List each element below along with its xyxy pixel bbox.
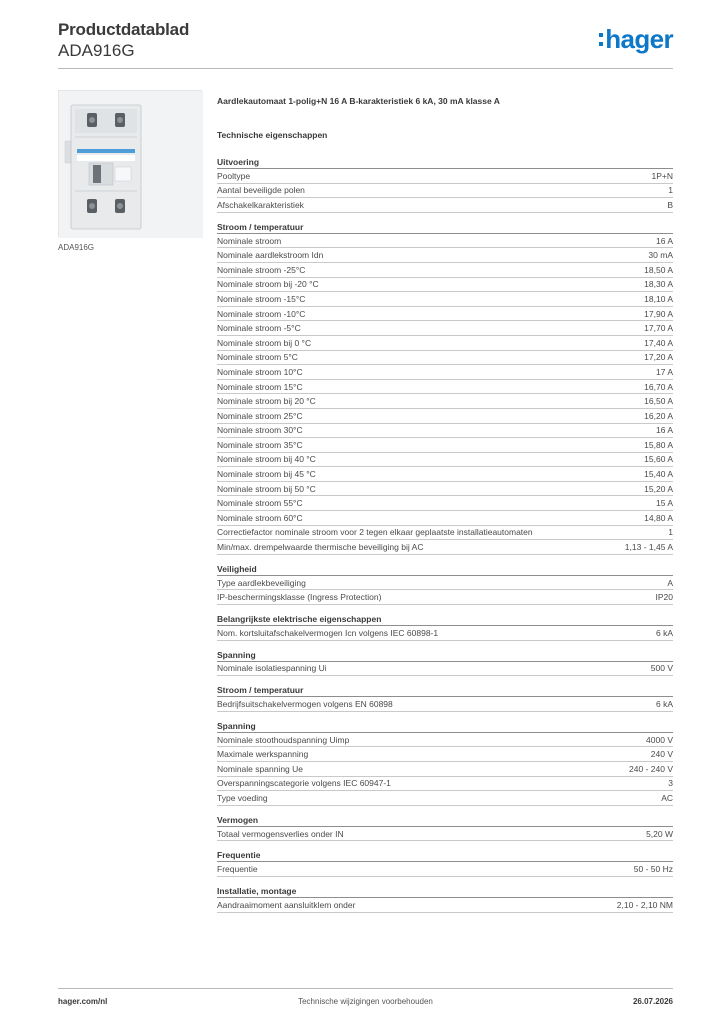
spec-section — [217, 563, 673, 605]
spec-row — [217, 380, 673, 395]
spec-row — [217, 365, 673, 380]
spec-row — [217, 540, 673, 555]
spec-label: Nominale stroom -5°C — [217, 323, 301, 334]
specification-sections — [217, 156, 673, 913]
logo-colon-icon — [599, 33, 603, 46]
spec-row — [217, 394, 673, 409]
spec-value: 4000 V — [646, 734, 673, 745]
spec-value: 2,10 - 2,10 NM — [616, 899, 673, 910]
spec-row — [217, 662, 673, 677]
spec-value: 240 - 240 V — [629, 763, 673, 774]
spec-label: Nominale stroom -10°C — [217, 308, 306, 319]
spec-row — [217, 351, 673, 366]
spec-label: Nominale stroom bij 40 °C — [217, 454, 316, 465]
spec-label: Nominale stroom bij 0 °C — [217, 337, 312, 348]
spec-label: Nominale stroom bij 45 °C — [217, 469, 316, 480]
hager-logo — [599, 24, 673, 55]
spec-row — [217, 438, 673, 453]
spec-label: Pooltype — [217, 170, 251, 181]
spec-label: Nominale stroom 30°C — [217, 425, 303, 436]
spec-row — [217, 511, 673, 526]
image-caption: ADA916G — [58, 243, 95, 252]
spec-section — [217, 649, 673, 677]
section-title: Spanning — [217, 649, 673, 662]
spec-label: Min/max. drempelwaarde thermische beveiliging bij AC — [217, 542, 424, 553]
spec-row — [217, 762, 673, 777]
product-details — [217, 96, 673, 921]
page-footer — [58, 997, 673, 1009]
spec-row — [217, 482, 673, 497]
spec-row — [217, 898, 673, 913]
section-title: Stroom / temperatuur — [217, 221, 673, 234]
spec-section — [217, 720, 673, 806]
spec-row — [217, 307, 673, 322]
section-title: Frequentie — [217, 849, 673, 862]
spec-row — [217, 424, 673, 439]
article-number: ADA916G — [58, 41, 135, 60]
section-title: Uitvoering — [217, 156, 673, 169]
spec-value: B — [667, 199, 673, 210]
spec-label: Nominale stroom -25°C — [217, 264, 306, 275]
section-title: Stroom / temperatuur — [217, 684, 673, 697]
spec-value: 1,13 - 1,45 A — [624, 542, 673, 553]
spec-row — [217, 409, 673, 424]
spec-value: 15,40 A — [644, 469, 673, 480]
product-description: Aardlekautomaat 1-polig+N 16 A B-karakteristiek 6 kA, 30 mA klasse A — [217, 96, 500, 106]
spec-label: Nom. kortsluitafschakelvermogen Icn volgens IEC 60898-1 — [217, 627, 439, 638]
spec-label: Nominale stroom bij 20 °C — [217, 396, 316, 407]
spec-value: 16,20 A — [644, 410, 673, 421]
spec-label: Nominale spanning Ue — [217, 763, 303, 774]
spec-section — [217, 613, 673, 641]
spec-row — [217, 827, 673, 842]
spec-label: Correctiefactor nominale stroom voor 2 tegen elkaar geplaatste installatieautomaten — [217, 527, 533, 538]
spec-section — [217, 885, 673, 913]
footer-website-link[interactable]: hager.com/nl — [58, 997, 108, 1006]
spec-row — [217, 263, 673, 278]
spec-row — [217, 321, 673, 336]
spec-row — [217, 198, 673, 213]
spec-label: Nominale stroom 15°C — [217, 381, 303, 392]
spec-section — [217, 156, 673, 213]
spec-value: 15 A — [655, 498, 673, 509]
spec-value: 16,50 A — [644, 396, 673, 407]
spec-value: 18,10 A — [644, 293, 673, 304]
spec-row — [217, 576, 673, 591]
spec-row — [217, 626, 673, 641]
spec-value: 14,80 A — [644, 512, 673, 523]
spec-label: Maximale werkspanning — [217, 749, 309, 760]
spec-label: Nominale stroom bij 50 °C — [217, 483, 316, 494]
spec-value: IP20 — [655, 592, 673, 603]
spec-row — [217, 697, 673, 712]
spec-value: 1P+N — [651, 170, 673, 181]
spec-row — [217, 747, 673, 762]
spec-label: Nominale aardlekstroom Idn — [217, 250, 324, 261]
spec-label: Nominale stroom 10°C — [217, 366, 303, 377]
spec-label: Afschakelkarakteristiek — [217, 199, 304, 210]
spec-value: 6 kA — [655, 627, 673, 638]
spec-row — [217, 590, 673, 605]
footer-date: 26.07.2026 — [632, 997, 673, 1006]
spec-value: 18,50 A — [644, 264, 673, 275]
spec-value: AC — [661, 792, 673, 803]
spec-value: 17,20 A — [644, 352, 673, 363]
section-title: Vermogen — [217, 814, 673, 827]
spec-label: Type voeding — [217, 792, 268, 803]
spec-label: Nominale stoothoudspanning Uimp — [217, 734, 350, 745]
section-title: Belangrijkste elektrische eigenschappen — [217, 613, 673, 626]
spec-row — [217, 248, 673, 263]
spec-row — [217, 336, 673, 351]
spec-label: Nominale stroom 60°C — [217, 512, 303, 523]
spec-row — [217, 292, 673, 307]
technical-properties-title: Technische eigenschappen — [217, 130, 328, 140]
spec-row — [217, 777, 673, 792]
page-title: Productdatablad — [58, 20, 190, 39]
spec-label: Aandraaimoment aansluitklem onder — [217, 899, 356, 910]
spec-label: Frequentie — [217, 864, 258, 875]
spec-label: Totaal vermogensverlies onder IN — [217, 828, 344, 839]
product-image — [58, 90, 202, 237]
section-title: Spanning — [217, 720, 673, 733]
spec-row — [217, 184, 673, 199]
spec-value: 15,80 A — [644, 439, 673, 450]
spec-value: 3 — [668, 778, 673, 789]
spec-value: 16 A — [655, 425, 673, 436]
spec-row — [217, 467, 673, 482]
spec-row — [217, 234, 673, 249]
spec-row — [217, 526, 673, 541]
section-title: Veiligheid — [217, 563, 673, 576]
spec-label: Overspanningscategorie volgens IEC 60947-1 — [217, 778, 391, 789]
spec-value: 500 V — [650, 663, 673, 674]
spec-row — [217, 169, 673, 184]
spec-value: 15,60 A — [644, 454, 673, 465]
spec-value: 6 kA — [655, 699, 673, 710]
spec-section — [217, 814, 673, 842]
spec-row — [217, 453, 673, 468]
spec-label: Nominale stroom -15°C — [217, 293, 306, 304]
logo-text: hager — [605, 24, 673, 54]
footer-disclaimer: Technische wijzigingen voorbehouden — [298, 997, 433, 1006]
spec-value: 5,20 W — [646, 828, 673, 839]
spec-value: 15,20 A — [644, 483, 673, 494]
spec-value: 17 A — [655, 366, 673, 377]
spec-value: 1 — [668, 185, 673, 196]
spec-row — [217, 862, 673, 877]
spec-label: Aantal beveiligde polen — [217, 185, 305, 196]
spec-value: 240 V — [650, 749, 673, 760]
page-header — [58, 20, 673, 70]
spec-value: 30 mA — [648, 250, 673, 261]
spec-section — [217, 684, 673, 712]
spec-label: IP-beschermingsklasse (Ingress Protection) — [217, 592, 382, 603]
spec-value: A — [667, 577, 673, 588]
section-title: Installatie, montage — [217, 885, 673, 898]
spec-label: Type aardlekbeveiliging — [217, 577, 306, 588]
spec-label: Nominale stroom bij -20 °C — [217, 279, 319, 290]
spec-value: 17,40 A — [644, 337, 673, 348]
spec-value: 16 A — [655, 235, 673, 246]
spec-label: Nominale stroom 5°C — [217, 352, 298, 363]
spec-value: 1 — [668, 527, 673, 538]
spec-value: 17,70 A — [644, 323, 673, 334]
spec-label: Nominale stroom 25°C — [217, 410, 303, 421]
spec-label: Bedrijfsuitschakelvermogen volgens EN 60898 — [217, 699, 393, 710]
spec-row — [217, 733, 673, 748]
spec-value: 50 - 50 Hz — [633, 864, 673, 875]
header-divider — [58, 68, 673, 69]
spec-value: 17,90 A — [644, 308, 673, 319]
spec-label: Nominale stroom — [217, 235, 282, 246]
spec-label: Nominale stroom 35°C — [217, 439, 303, 450]
spec-row — [217, 278, 673, 293]
spec-section — [217, 849, 673, 877]
circuit-breaker-icon — [59, 91, 203, 238]
spec-label: Nominale isolatiespanning Ui — [217, 663, 327, 674]
footer-divider — [58, 988, 673, 989]
spec-row — [217, 496, 673, 511]
spec-section — [217, 221, 673, 555]
spec-label: Nominale stroom 55°C — [217, 498, 303, 509]
spec-value: 16,70 A — [644, 381, 673, 392]
spec-value: 18,30 A — [644, 279, 673, 290]
spec-row — [217, 791, 673, 806]
